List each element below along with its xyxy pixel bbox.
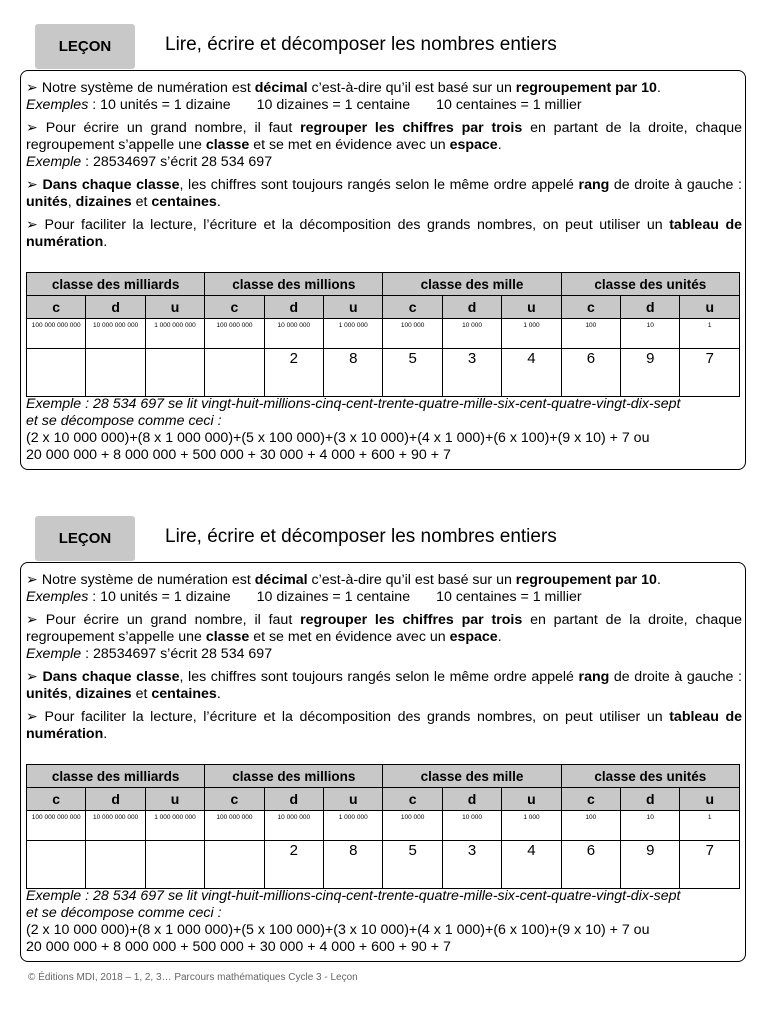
rank-cell: d <box>86 296 145 319</box>
place-value-cell: 100 <box>561 811 620 841</box>
rank-cell: u <box>680 296 740 319</box>
place-value-cell: 1 <box>680 319 740 349</box>
place-value-cell: 10 000 000 000 <box>86 811 145 841</box>
rank-row <box>27 788 740 811</box>
class-header: classe des mille <box>383 765 561 788</box>
rank-cell: d <box>264 788 323 811</box>
digit-cell <box>86 349 145 397</box>
place-value-cell: 1 <box>680 811 740 841</box>
place-value-cell: 100 000 <box>383 811 442 841</box>
value-row <box>27 811 740 841</box>
class-header: classe des millions <box>205 765 383 788</box>
rank-cell: c <box>27 296 86 319</box>
lesson-tag: LEÇON <box>35 24 135 69</box>
digit-cell: 5 <box>383 841 442 889</box>
rank-cell: c <box>383 788 442 811</box>
place-value-cell: 10 <box>621 811 680 841</box>
digit-cell: 4 <box>502 349 561 397</box>
bullet-icon: ➢ <box>26 669 38 685</box>
rank-cell: c <box>383 296 442 319</box>
rank-cell: d <box>621 788 680 811</box>
paragraph-table-intro: ➢ Pour faciliter la lecture, l’écriture et la décomposition des grands nombres, on peut utiliser un tableau de numération. <box>26 217 743 250</box>
digit-cell: 9 <box>621 349 680 397</box>
digit-cell: 8 <box>324 841 383 889</box>
decomposition-example: Exemple : 28 534 697 se lit vingt-huit-millions-cinq-cent-trente-quatre-mille-six-cent-quatre-vingt-dix-sept et se décompose comme ceci : (2 x 10 000 000)+(8 x 1 000 000)+(5 x 100 000)+(3 x 10 000)+(4 x 1 000)+(6 x 100)+(9 x 10) + 7 ou 20 000 000 + 8 000 000 + 500 000 + 30 000 + 4 000 + 600 + 90 + 7 <box>26 888 681 955</box>
class-header: classe des mille <box>383 273 561 296</box>
rank-cell: d <box>621 296 680 319</box>
digit-cell: 5 <box>383 349 442 397</box>
digit-cell: 3 <box>442 841 501 889</box>
digit-cell <box>205 841 264 889</box>
rank-cell: c <box>205 296 264 319</box>
numeration-table <box>26 764 740 889</box>
paragraph-decimal: ➢ Notre système de numération est décimal c’est-à-dire qu’il est basé sur un regroupement par 10. Exemples : 10 unités = 1 dizaine 10 dizaines = 1 centaine 10 centaines = 1 millier <box>26 572 661 605</box>
place-value-cell: 1 000 000 000 <box>145 811 204 841</box>
paragraph-rank: ➢ Dans chaque classe, les chiffres sont toujours rangés selon le même ordre appelé rang de droite à gauche : unités, dizaines et centaines. <box>26 177 743 210</box>
digit-cell <box>27 841 86 889</box>
digit-row <box>27 841 740 889</box>
bullet-icon: ➢ <box>26 80 38 96</box>
rank-cell: u <box>680 788 740 811</box>
class-header-row <box>27 273 740 296</box>
place-value-cell: 1 000 000 000 <box>145 319 204 349</box>
page-footer: © Éditions MDI, 2018 – 1, 2, 3… Parcours mathématiques Cycle 3 - Leçon <box>28 972 358 983</box>
place-value-cell: 10 000 000 000 <box>86 319 145 349</box>
digit-cell: 2 <box>264 349 323 397</box>
bullet-icon: ➢ <box>26 217 38 233</box>
lesson-content <box>26 572 743 955</box>
rank-cell: d <box>442 788 501 811</box>
rank-cell: u <box>502 296 561 319</box>
digit-cell: 3 <box>442 349 501 397</box>
digit-cell: 7 <box>680 349 740 397</box>
place-value-cell: 100 000 000 <box>205 811 264 841</box>
digit-row <box>27 349 740 397</box>
paragraph-rank: ➢ Dans chaque classe, les chiffres sont toujours rangés selon le même ordre appelé rang de droite à gauche : unités, dizaines et centaines. <box>26 669 743 702</box>
digit-cell <box>27 349 86 397</box>
class-header: classe des unités <box>561 765 739 788</box>
rank-cell: u <box>145 788 204 811</box>
bullet-icon: ➢ <box>26 612 38 628</box>
place-value-cell: 1 000 000 <box>324 319 383 349</box>
class-header: classe des millions <box>205 273 383 296</box>
digit-cell: 9 <box>621 841 680 889</box>
digit-cell: 8 <box>324 349 383 397</box>
class-header: classe des unités <box>561 273 739 296</box>
rank-cell: d <box>442 296 501 319</box>
paragraph-grouping: ➢ Pour écrire un grand nombre, il faut regrouper les chiffres par trois en partant de la droite, chaque regroupement s’appelle une classe et se met en évidence avec un espace. Exemple : 28534697 s’écrit 28 534 697 <box>26 612 742 662</box>
rank-cell: c <box>561 296 620 319</box>
paragraph-grouping: ➢ Pour écrire un grand nombre, il faut regrouper les chiffres par trois en partant de la droite, chaque regroupement s’appelle une classe et se met en évidence avec un espace. Exemple : 28534697 s’écrit 28 534 697 <box>26 120 742 170</box>
rank-cell: u <box>502 788 561 811</box>
place-value-cell: 100 000 <box>383 319 442 349</box>
bullet-icon: ➢ <box>26 572 38 588</box>
digit-cell: 7 <box>680 841 740 889</box>
place-value-cell: 100 <box>561 319 620 349</box>
place-value-cell: 10 000 <box>442 319 501 349</box>
lesson-box <box>20 562 746 962</box>
rank-cell: u <box>324 788 383 811</box>
paragraph-table-intro: ➢ Pour faciliter la lecture, l’écriture et la décomposition des grands nombres, on peut utiliser un tableau de numération. <box>26 709 743 742</box>
place-value-cell: 10 000 000 <box>264 319 323 349</box>
place-value-cell: 10 000 000 <box>264 811 323 841</box>
digit-cell <box>205 349 264 397</box>
place-value-cell: 100 000 000 000 <box>27 319 86 349</box>
value-row <box>27 319 740 349</box>
place-value-cell: 100 000 000 <box>205 319 264 349</box>
digit-cell: 6 <box>561 349 620 397</box>
paragraph-decimal: ➢ Notre système de numération est décimal c’est-à-dire qu’il est basé sur un regroupement par 10. Exemples : 10 unités = 1 dizaine 10 dizaines = 1 centaine 10 centaines = 1 millier <box>26 80 661 113</box>
rank-cell: d <box>86 788 145 811</box>
lesson-title: Lire, écrire et décomposer les nombres entiers <box>165 526 557 547</box>
rank-cell: c <box>27 788 86 811</box>
class-header: classe des milliards <box>27 273 205 296</box>
digit-cell <box>145 349 204 397</box>
place-value-cell: 100 000 000 000 <box>27 811 86 841</box>
digit-cell: 6 <box>561 841 620 889</box>
numeration-table <box>26 272 740 397</box>
digit-cell: 2 <box>264 841 323 889</box>
bullet-icon: ➢ <box>26 177 38 193</box>
place-value-cell: 10 000 <box>442 811 501 841</box>
place-value-cell: 1 000 <box>502 319 561 349</box>
rank-row <box>27 296 740 319</box>
digit-cell: 4 <box>502 841 561 889</box>
place-value-cell: 1 000 <box>502 811 561 841</box>
rank-cell: u <box>145 296 204 319</box>
place-value-cell: 10 <box>621 319 680 349</box>
rank-cell: c <box>205 788 264 811</box>
rank-cell: u <box>324 296 383 319</box>
decomposition-example: Exemple : 28 534 697 se lit vingt-huit-millions-cinq-cent-trente-quatre-mille-six-cent-quatre-vingt-dix-sept et se décompose comme ceci : (2 x 10 000 000)+(8 x 1 000 000)+(5 x 100 000)+(3 x 10 000)+(4 x 1 000)+(6 x 100)+(9 x 10) + 7 ou 20 000 000 + 8 000 000 + 500 000 + 30 000 + 4 000 + 600 + 90 + 7 <box>26 396 681 463</box>
examples-line: Exemples : 10 unités = 1 dizaine 10 dizaines = 1 centaine 10 centaines = 1 millier <box>26 97 582 113</box>
lesson-box <box>20 70 746 470</box>
rank-cell: d <box>264 296 323 319</box>
place-value-cell: 1 000 000 <box>324 811 383 841</box>
class-header-row <box>27 765 740 788</box>
lesson-tag: LEÇON <box>35 516 135 561</box>
lesson-content <box>26 80 743 463</box>
digit-cell <box>145 841 204 889</box>
lesson-title: Lire, écrire et décomposer les nombres entiers <box>165 34 557 55</box>
rank-cell: c <box>561 788 620 811</box>
bullet-icon: ➢ <box>26 709 38 725</box>
digit-cell <box>86 841 145 889</box>
class-header: classe des milliards <box>27 765 205 788</box>
bullet-icon: ➢ <box>26 120 38 136</box>
examples-line: Exemples : 10 unités = 1 dizaine 10 dizaines = 1 centaine 10 centaines = 1 millier <box>26 589 582 605</box>
